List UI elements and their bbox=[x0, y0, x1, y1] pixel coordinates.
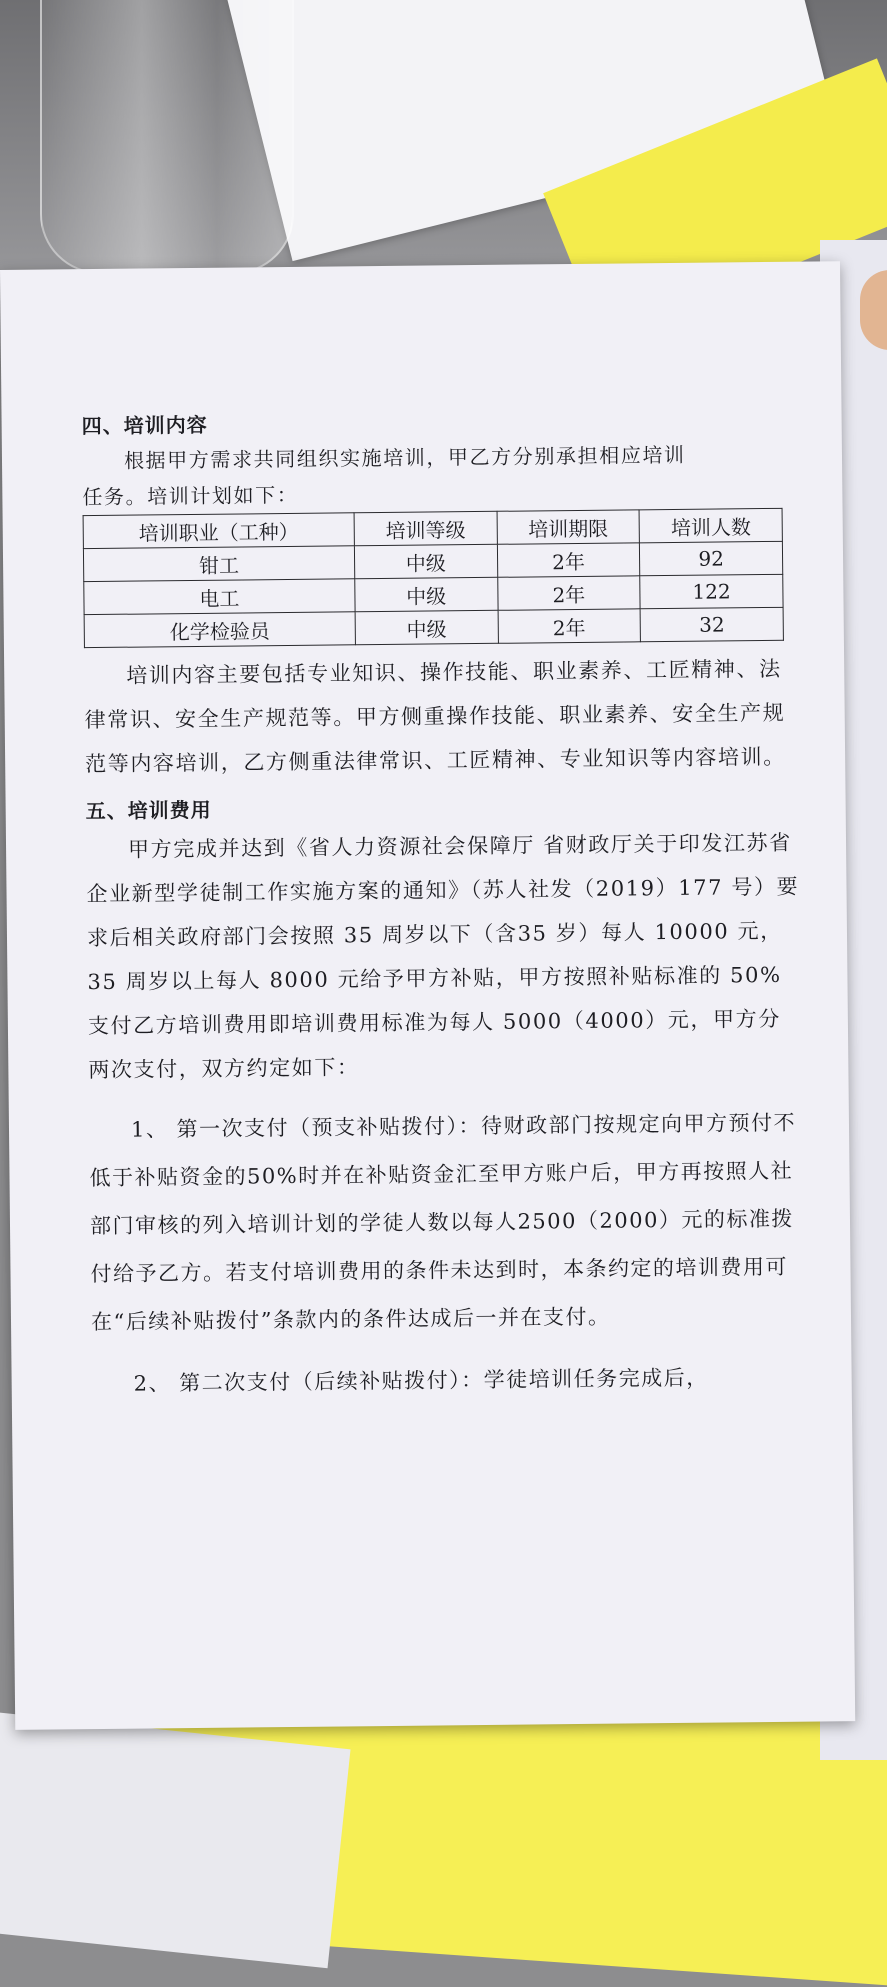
table-cell: 92 bbox=[640, 541, 783, 575]
background-paper-bottom bbox=[0, 1712, 351, 1968]
table-header-cell: 培训期限 bbox=[497, 510, 640, 544]
table-cell: 中级 bbox=[354, 544, 497, 578]
table-cell: 中级 bbox=[355, 577, 498, 611]
section4-intro-line1: 根据甲方需求共同组织实施培训，甲乙方分别承担相应培训 bbox=[123, 442, 686, 473]
table-header-cell: 培训人数 bbox=[639, 508, 782, 542]
glass-cup bbox=[40, 0, 294, 274]
table-row bbox=[84, 607, 783, 647]
section4-content-paragraph: 培训内容主要包括专业知识、操作技能、职业素养、工匠精神、法律常识、安全生产规范等。甲方侧重操作技能、职业素养、安全生产规范等内容培训，乙方侧重法律常识、工匠精神、专业知识等内容培训。 bbox=[84, 656, 786, 777]
section4-intro-line2: 任务。培训计划如下： bbox=[82, 482, 299, 510]
table-cell: 中级 bbox=[355, 610, 498, 644]
table-header-cell: 培训职业（工种） bbox=[83, 513, 354, 549]
payment-item-1: 1、 第一次支付（预支补贴拨付）：待财政部门按规定向甲方预付不低于补贴资金的50%时并在补贴资金汇至甲方账户后，甲方再按照人社部门审核的列入培训计划的学徒人数以每人2500（2000）元的标准拨付给予乙方。若支付培训费用的条件未达到时，本条约定的培训费用可在“后续补贴拨付”条款内的条件达成后一并在支付。 bbox=[89, 1110, 797, 1335]
table-cell: 2年 bbox=[497, 576, 640, 610]
document-content bbox=[81, 402, 806, 1408]
payment-item-2: 2、 第二次支付（后续补贴拨付）：学徒培训任务完成后， bbox=[133, 1365, 709, 1396]
section5-heading: 五、培训费用 bbox=[85, 797, 212, 824]
table-cell: 32 bbox=[640, 607, 783, 641]
training-plan-table bbox=[83, 508, 784, 648]
document-page bbox=[0, 261, 855, 1730]
table-cell: 122 bbox=[640, 574, 783, 608]
table-cell: 2年 bbox=[498, 609, 641, 643]
section5-paragraph: 甲方完成并达到《省人力资源社会保障厅 省财政厅关于印发江苏省企业新型学徒制工作实施方案的通知》（苏人社发（2019）177 号）要求后相关政府部门会按照 35 周岁以下（含35 岁）每人 10000 元，35 周岁以上每人 8000 元给予甲方补贴，甲方按照补贴标准的 50%支付乙方培训费用即培训费用标准为每人 5000（4000）元，甲方分两次支付，双方约定如下： bbox=[86, 830, 800, 1083]
table-cell: 化学检验员 bbox=[84, 612, 355, 648]
section4-heading: 四、培训内容 bbox=[81, 412, 208, 439]
table-cell: 2年 bbox=[497, 543, 640, 577]
table-cell: 钳工 bbox=[83, 546, 354, 582]
table-header-cell: 培训等级 bbox=[354, 511, 497, 545]
table-cell: 电工 bbox=[84, 579, 355, 615]
